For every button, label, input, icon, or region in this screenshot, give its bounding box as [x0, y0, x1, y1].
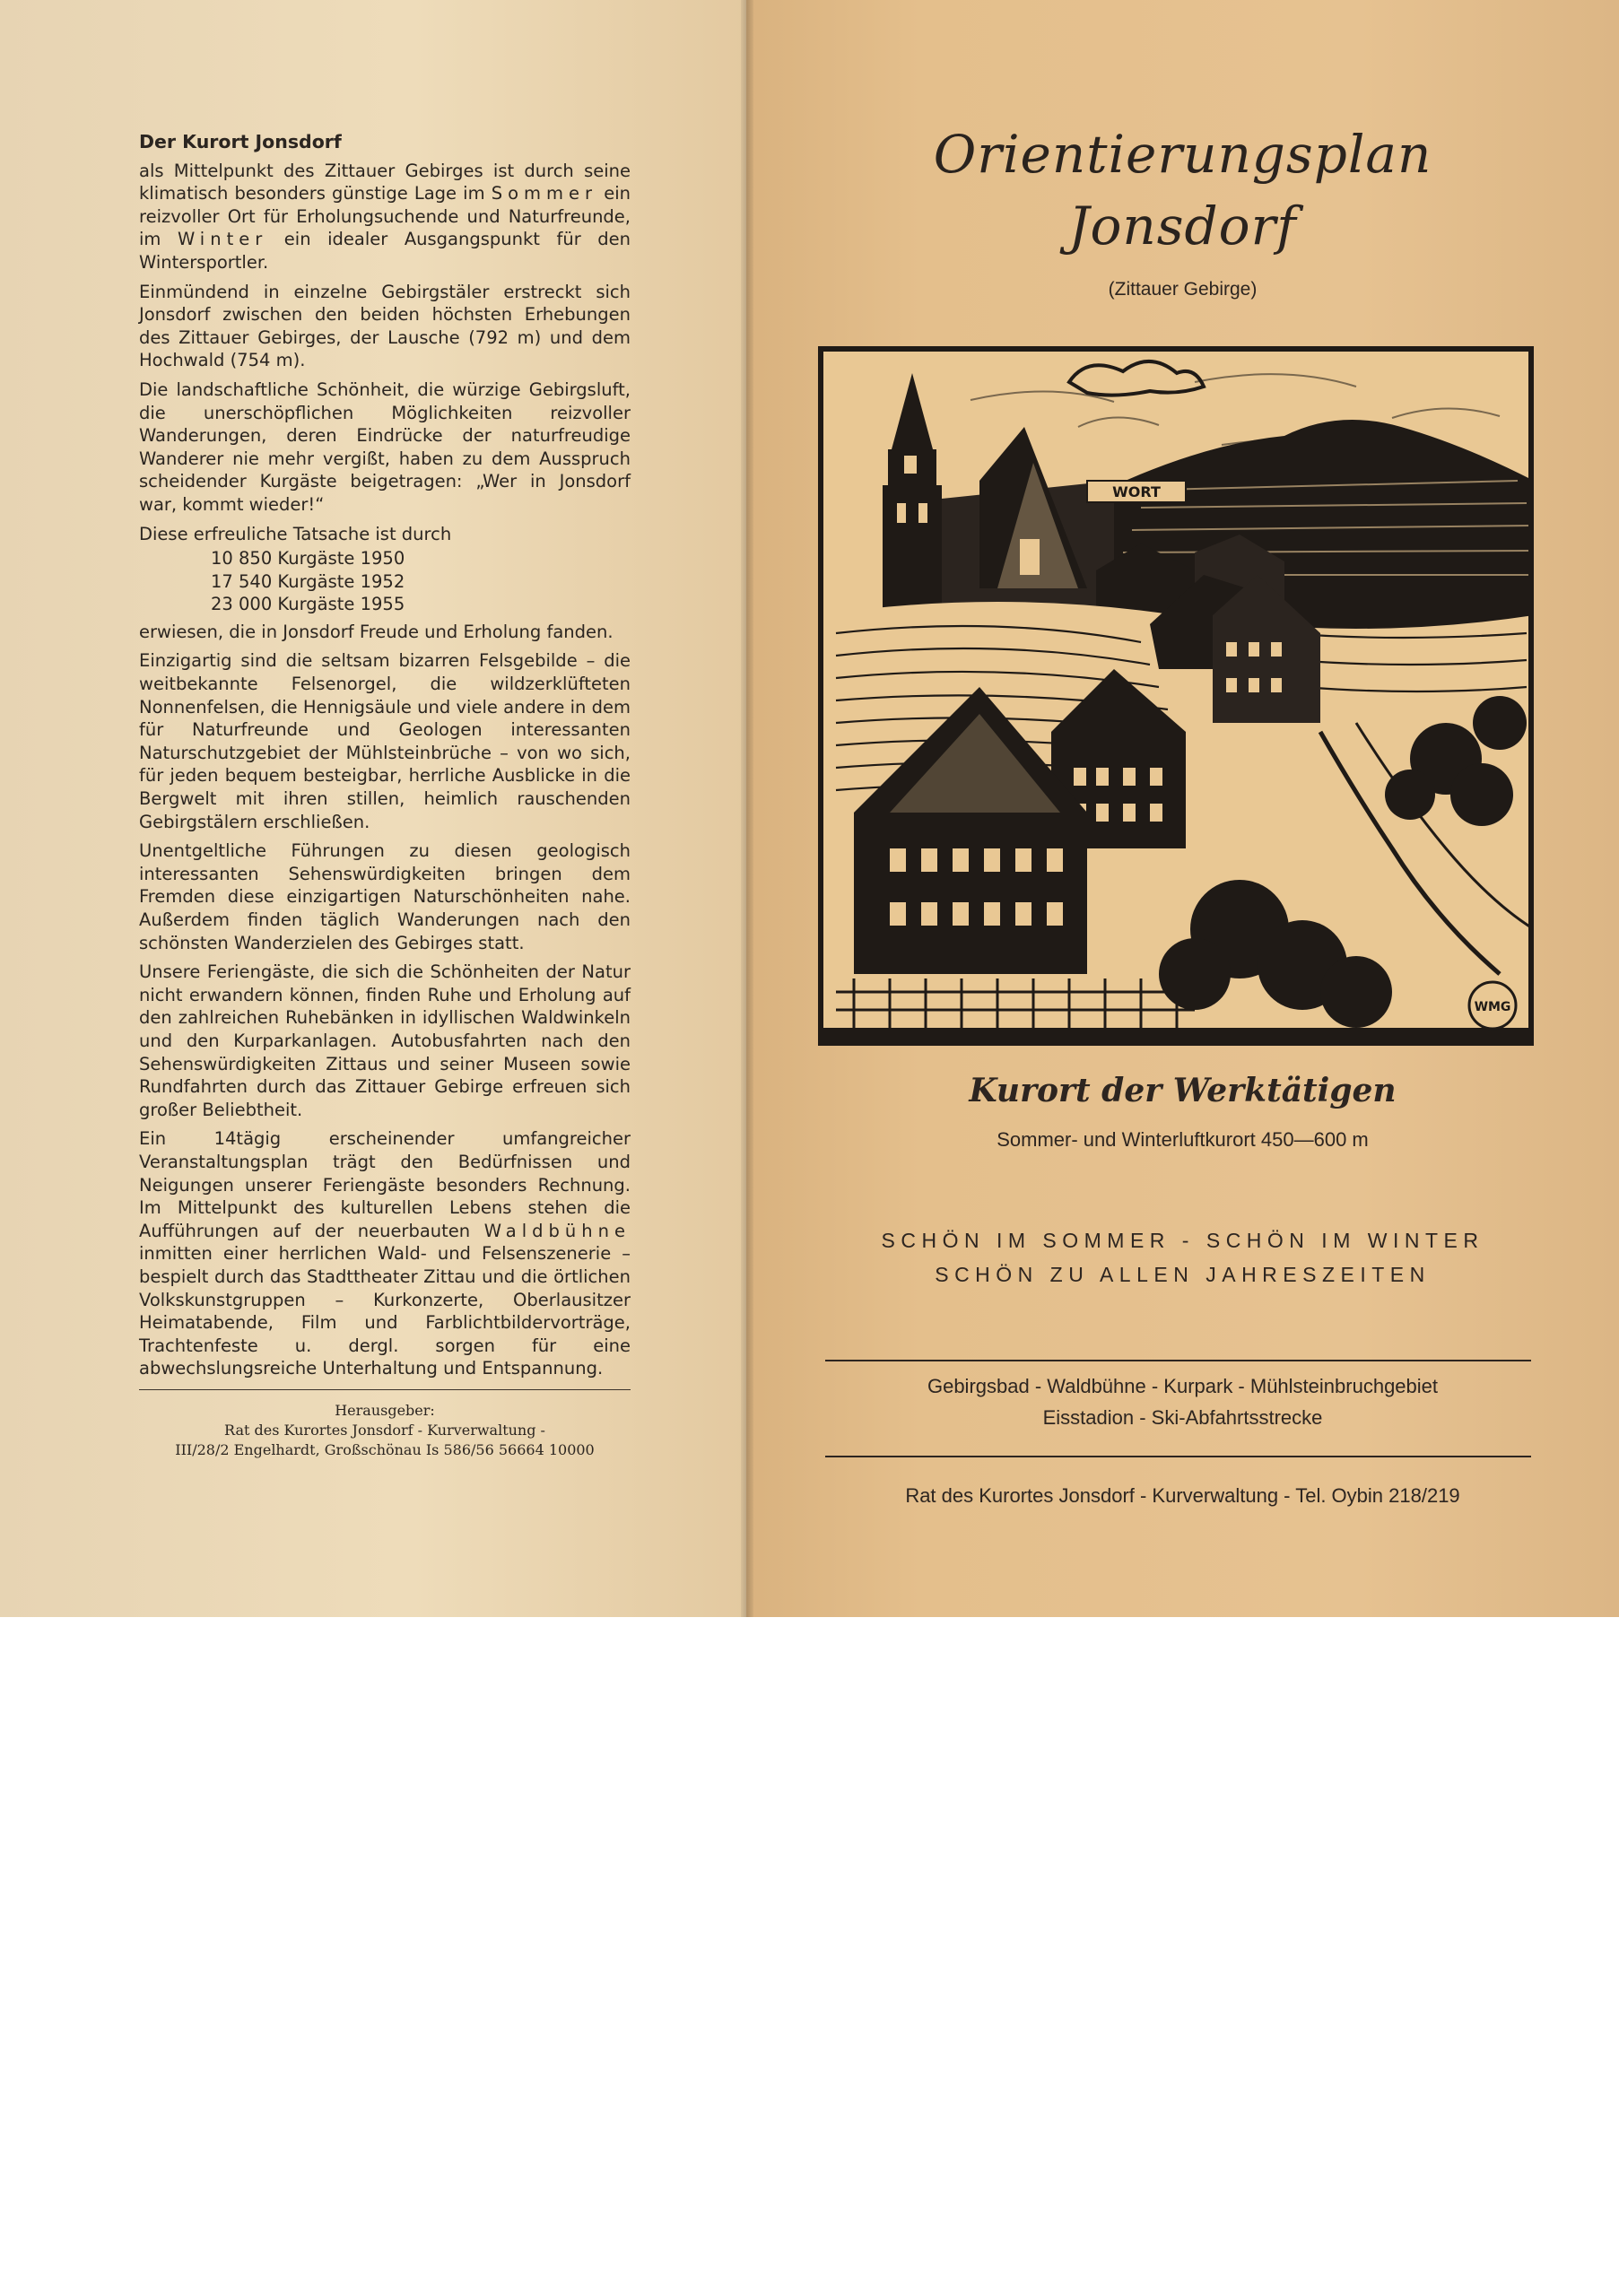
divider-bottom — [825, 1456, 1531, 1457]
back-panel-text — [139, 131, 631, 1460]
paragraph-stats-outro: erwiesen, die in Jonsdorf Freude und Erholung fanden. — [139, 621, 614, 642]
cover-season-info: Sommer- und Winterluftkurort 450—600 m — [997, 1128, 1369, 1151]
paragraph-tours: Unentgeltliche Führungen zu diesen geologisch interessanten Sehenswürdigkeiten bringen dem Fremden diese einzigartigen Naturschönheiten nahe. Außerdem finden täglich Wanderungen nach den schönsten Wanderzielen des Gebirges statt. — [139, 840, 631, 953]
paragraph-relax: Unsere Feriengäste, die sich die Schönheiten der Natur nicht erwandern können, finden Ruhe und Erholung auf den zahlreichen Ruhebänken in idyllischen Waldwinkeln und den Kurparkanlagen. Autobusfahrten nach den Sehenswürdigkeiten Zittaus und seiner Museen sowie Rundfahrten durch das Zittauer Gebirge erfreuen sich großer Beliebtheit. — [139, 961, 631, 1120]
imprint-publisher: Rat des Kurortes Jonsdorf - Kurverwaltung - — [224, 1421, 545, 1439]
cover-subtitle: (Zittauer Gebirge) — [1108, 279, 1258, 300]
slogan-line-1: SCHÖN IM SOMMER - SCHÖN IM WINTER — [881, 1229, 1484, 1252]
emphasis-waldbuehne: Waldbühne — [483, 1220, 631, 1241]
stat-row: 23 000 Kurgäste 1955 — [211, 594, 405, 615]
guest-statistics — [211, 547, 631, 616]
cover-place-name: Jonsdorf — [1068, 196, 1297, 257]
stat-row: 10 850 Kurgäste 1950 — [211, 548, 405, 570]
facilities-line-1: Gebirgsbad - Waldbühne - Kurpark - Mühlsteinbruchgebiet — [927, 1375, 1439, 1397]
section-title: Der Kurort Jonsdorf — [139, 131, 342, 152]
cover-motto: Kurort der Werktätigen — [969, 1072, 1397, 1109]
divider-top — [825, 1360, 1531, 1361]
woodcut-illustration — [818, 346, 1534, 1046]
imprint-printer: III/28/2 Engelhardt, Großschönau Is 586/56 56664 10000 — [175, 1440, 595, 1458]
stat-row: 17 540 Kurgäste 1952 — [211, 570, 405, 592]
emphasis-winter: Winter — [177, 229, 268, 250]
divider — [139, 1389, 631, 1390]
facilities-line-2: Eisstadion - Ski-Abfahrtsstrecke — [1042, 1406, 1323, 1429]
publisher-imprint — [139, 1401, 631, 1460]
paragraph-events: Ein 14tägig erscheinender umfangreicher Veranstaltungsplan trägt den Bedürfnissen und Neigungen unserer Feriengäste besonders Rechnung. Im Mittelpunkt des kulturellen Lebens stehen die Aufführungen auf der neuerbauten Waldbühne inmitten einer herrlichen Wald- und Felsenszenerie – bespielt durch das Stadttheater Zittau und die örtlichen Volkskunstgruppen – Kurkonzerte, Oberlausitzer Heimatabende, Film und Farblichtbildervorträge, Trachtenfeste u. dergl. sorgen für eine abwechslungsreiche Unterhaltung und Entspannung. — [139, 1128, 631, 1379]
cover-title: Orientierungsplan — [933, 124, 1432, 185]
cover — [746, 0, 1619, 1617]
paragraph-intro: als Mittelpunkt des Zittauer Gebirges ist durch seine klimatisch besonders günstige Lage im Sommer ein reizvoller Ort für Erholungsuchende und Naturfreunde, im Winter ein idealer Ausgangspunkt für den Wintersportler. — [139, 160, 631, 273]
woodcut-monogram: WMG — [1474, 1000, 1511, 1014]
emphasis-sommer: Sommer — [491, 183, 598, 204]
woodcut-sign: WORT — [1112, 483, 1161, 500]
paragraph-stats-intro: Diese erfreuliche Tatsache ist durch — [139, 523, 452, 544]
imprint-label: Herausgeber: — [335, 1401, 435, 1419]
paragraph-rocks: Einzigartig sind die seltsam bizarren Felsgebilde – die weitbekannte Felsenorgel, die wildzerklüfteten Nonnenfelsen, die Hennigsäule und viele andere in dem für Naturfreunde und Geologen interessanten Naturschutzgebiet der Mühlsteinbrüche – von wo sich, für jeden bequem besteigbar, herrliche Ausblicke in die Bergwelt mit ihren stillen, heimlich rauschenden Gebirgstälern erschließen. — [139, 650, 631, 832]
slogan-line-2: SCHÖN ZU ALLEN JAHRESZEITEN — [935, 1263, 1431, 1286]
cover-contact: Rat des Kurortes Jonsdorf - Kurverwaltung - Tel. Oybin 218/219 — [905, 1484, 1460, 1507]
paragraph-landscape: Die landschaftliche Schönheit, die würzige Gebirgsluft, die unerschöpflichen Möglichkeiten reizvoller Wanderungen, deren Eindrücke der naturfreudige Wanderer nie mehr vergißt, haben zu dem Ausspruch scheidender Kurgäste beigetragen: „Wer in Jonsdorf war, kommt wieder!“ — [139, 378, 631, 515]
paragraph-location: Einmündend in einzelne Gebirgstäler erstreckt sich Jonsdorf zwischen den beiden höchsten Erhebungen des Zittauer Gebirges, der Lausche (792 m) und dem Hochwald (754 m). — [139, 281, 631, 371]
